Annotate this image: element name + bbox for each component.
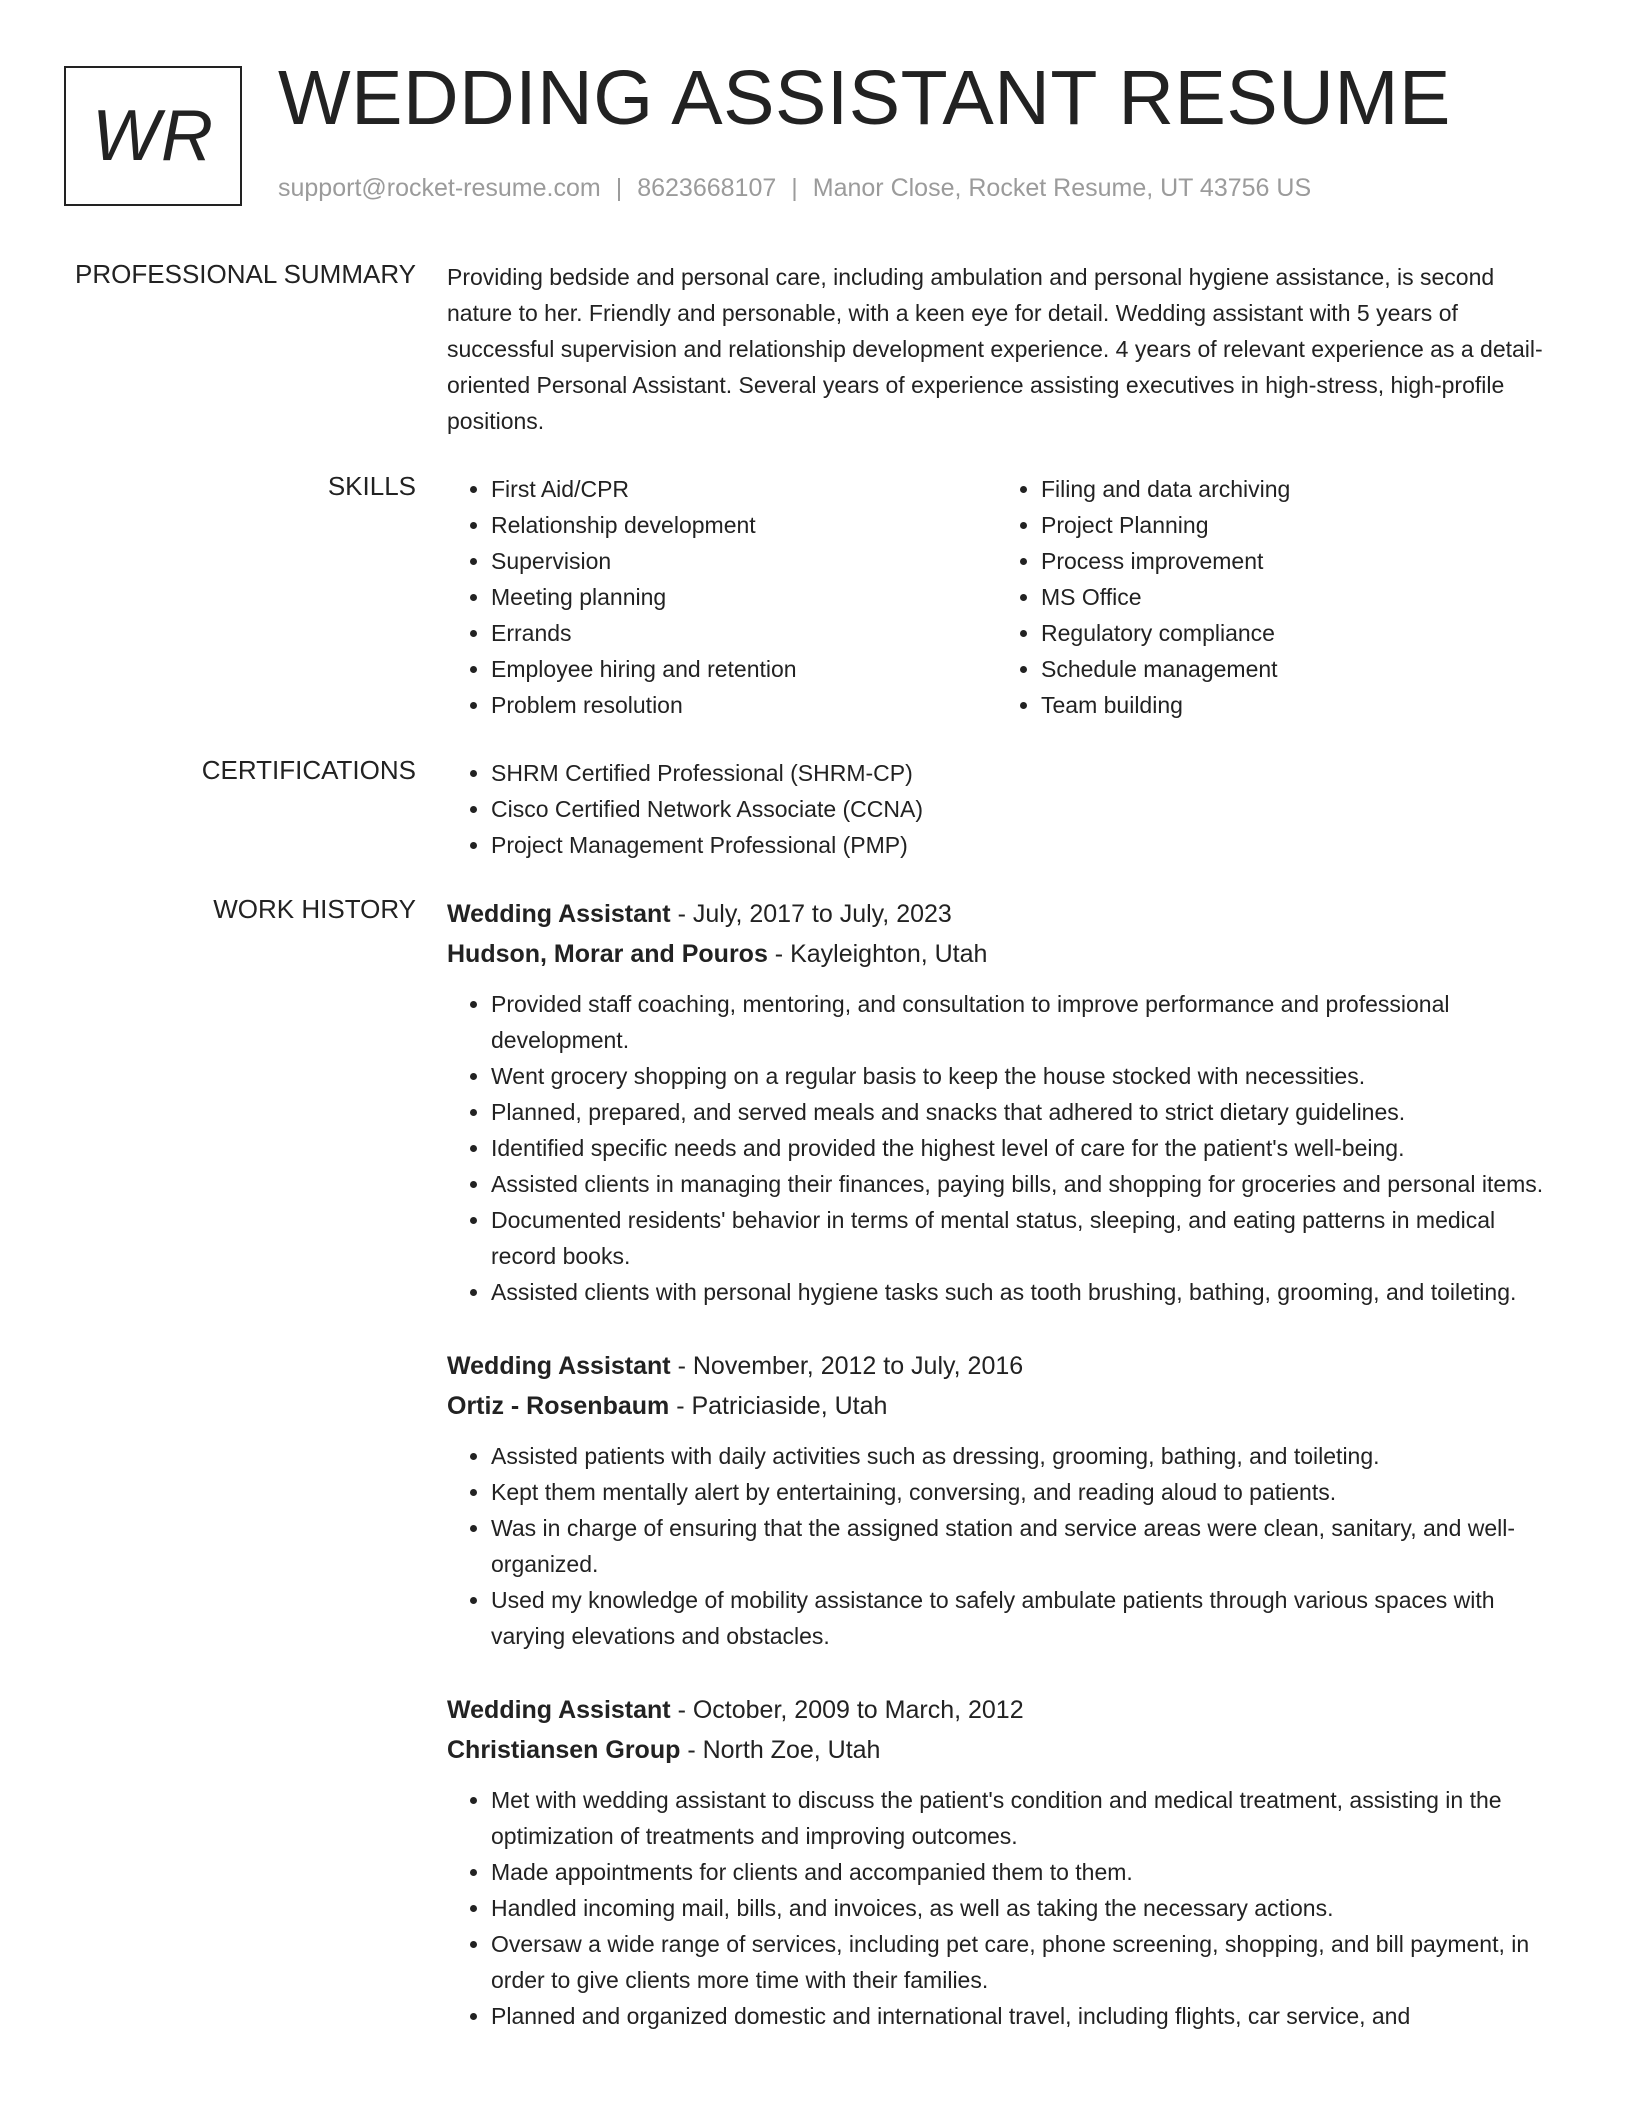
list-item: • Cisco Certified Network Associate (CCNA) xyxy=(491,791,1562,827)
list-item: • Assisted clients with personal hygiene tasks such as tooth brushing, bathing, grooming, and toileting. xyxy=(491,1274,1562,1310)
list-item: • Was in charge of ensuring that the assigned station and service areas were clean, sanitary, and well-organized. xyxy=(491,1510,1562,1582)
job-title-line xyxy=(447,894,1562,934)
list-item: • Errands xyxy=(491,615,997,651)
job-entry xyxy=(447,894,1562,1310)
job-title: Wedding Assistant xyxy=(447,900,671,928)
contact-address: Manor Close, Rocket Resume, UT 43756 US xyxy=(812,174,1312,202)
list-item: • Kept them mentally alert by entertaining, conversing, and reading aloud to patients. xyxy=(491,1474,1562,1510)
job-location: - Patriciaside, Utah xyxy=(669,1392,888,1420)
job-location: - Kayleighton, Utah xyxy=(767,940,988,968)
list-item: • Project Management Professional (PMP) xyxy=(491,827,1562,863)
list-item: • Assisted clients in managing their finances, paying bills, and shopping for groceries and personal items. xyxy=(491,1166,1562,1202)
list-item: • Filing and data archiving xyxy=(1041,471,1547,507)
section-heading-certifications: CERTIFICATIONS xyxy=(201,755,416,785)
certifications-body xyxy=(447,755,1562,863)
list-item: • SHRM Certified Professional (SHRM-CP) xyxy=(491,755,1562,791)
section-heading-summary: PROFESSIONAL SUMMARY xyxy=(75,259,416,289)
contact-phone[interactable]: 8623668107 xyxy=(637,174,777,202)
list-item: • Oversaw a wide range of services, including pet care, phone screening, shopping, and bill payment, in order to give clients more time with their families. xyxy=(491,1926,1562,1998)
list-item: • Regulatory compliance xyxy=(1041,615,1547,651)
job-title: Wedding Assistant xyxy=(447,1352,671,1380)
list-item: • Identified specific needs and provided the highest level of care for the patient's well-being. xyxy=(491,1130,1562,1166)
job-dates: - November, 2012 to July, 2016 xyxy=(670,1352,1024,1380)
job-duties-list xyxy=(447,986,1562,1310)
list-item: • Meeting planning xyxy=(491,579,997,615)
skills-list-2 xyxy=(997,471,1547,723)
summary-text: Providing bedside and personal care, including ambulation and personal hygiene assistance, is second nature to her. Friendly and personable, with a keen eye for detail. Wedding assistant with 5 years of successful supervision and relationship development experience. 4 years of relevant experience as a detail-oriented Personal Assistant. Several years of experience assisting executives in high-stress, high-profile positions. xyxy=(447,264,1543,434)
job-dates: - July, 2017 to July, 2023 xyxy=(670,900,952,928)
job-company: Christiansen Group xyxy=(447,1736,681,1764)
list-item: • Handled incoming mail, bills, and invoices, as well as taking the necessary actions. xyxy=(491,1890,1562,1926)
list-item: • Used my knowledge of mobility assistance to safely ambulate patients through various spaces with varying elevations and obstacles. xyxy=(491,1582,1562,1654)
list-item: • MS Office xyxy=(1041,579,1547,615)
job-company: Ortiz - Rosenbaum xyxy=(447,1392,670,1420)
list-item: • Planned, prepared, and served meals and snacks that adhered to strict dietary guidelines. xyxy=(491,1094,1562,1130)
section-heading-work-history: WORK HISTORY xyxy=(213,894,416,924)
summary-body xyxy=(447,259,1562,439)
monogram-text: WR xyxy=(92,96,214,176)
contact-email[interactable]: support@rocket-resume.com xyxy=(278,174,601,202)
skills-list-1 xyxy=(447,471,997,723)
list-item: • Assisted patients with daily activities such as dressing, grooming, bathing, and toileting. xyxy=(491,1438,1562,1474)
job-dates: - October, 2009 to March, 2012 xyxy=(670,1696,1024,1724)
job-company-line xyxy=(447,1386,1562,1426)
section-heading-skills: SKILLS xyxy=(327,471,416,501)
monogram-logo xyxy=(64,66,242,206)
job-company: Hudson, Morar and Pouros xyxy=(447,940,768,968)
job-duties-list xyxy=(447,1782,1562,2034)
list-item: • Met with wedding assistant to discuss the patient's condition and medical treatment, assisting in the optimization of treatments and improving outcomes. xyxy=(491,1782,1562,1854)
job-duties-list xyxy=(447,1438,1562,1654)
contact-line xyxy=(278,174,1311,203)
list-item: • Schedule management xyxy=(1041,651,1547,687)
job-title-line xyxy=(447,1690,1562,1730)
contact-separator: | xyxy=(615,174,623,202)
list-item: • Went grocery shopping on a regular basis to keep the house stocked with necessities. xyxy=(491,1058,1562,1094)
skills-column-1 xyxy=(447,471,997,723)
resume-title: WEDDING ASSISTANT RESUME xyxy=(278,55,1451,141)
list-item: • Made appointments for clients and accompanied them to them. xyxy=(491,1854,1562,1890)
job-title: Wedding Assistant xyxy=(447,1696,671,1724)
list-item: • Team building xyxy=(1041,687,1547,723)
skills-column-2 xyxy=(997,471,1547,723)
job-company-line xyxy=(447,1730,1562,1770)
work-history-body xyxy=(447,894,1562,2070)
job-company-line xyxy=(447,934,1562,974)
list-item: • First Aid/CPR xyxy=(491,471,997,507)
list-item: • Documented residents' behavior in terms of mental status, sleeping, and eating patterns in medical record books. xyxy=(491,1202,1562,1274)
list-item: • Employee hiring and retention xyxy=(491,651,997,687)
job-entry xyxy=(447,1690,1562,2034)
list-item: • Problem resolution xyxy=(491,687,997,723)
certifications-list xyxy=(447,755,1562,863)
job-title-line xyxy=(447,1346,1562,1386)
contact-separator: | xyxy=(791,174,798,202)
job-location: - North Zoe, Utah xyxy=(680,1736,881,1764)
skills-body xyxy=(447,471,1562,723)
list-item: • Project Planning xyxy=(1041,507,1547,543)
list-item: • Relationship development xyxy=(491,507,997,543)
list-item: • Provided staff coaching, mentoring, and consultation to improve performance and professional development. xyxy=(491,986,1562,1058)
list-item: • Planned and organized domestic and international travel, including flights, car service, and xyxy=(491,1998,1562,2034)
list-item: • Process improvement xyxy=(1041,543,1547,579)
job-entry xyxy=(447,1346,1562,1654)
list-item: • Supervision xyxy=(491,543,997,579)
